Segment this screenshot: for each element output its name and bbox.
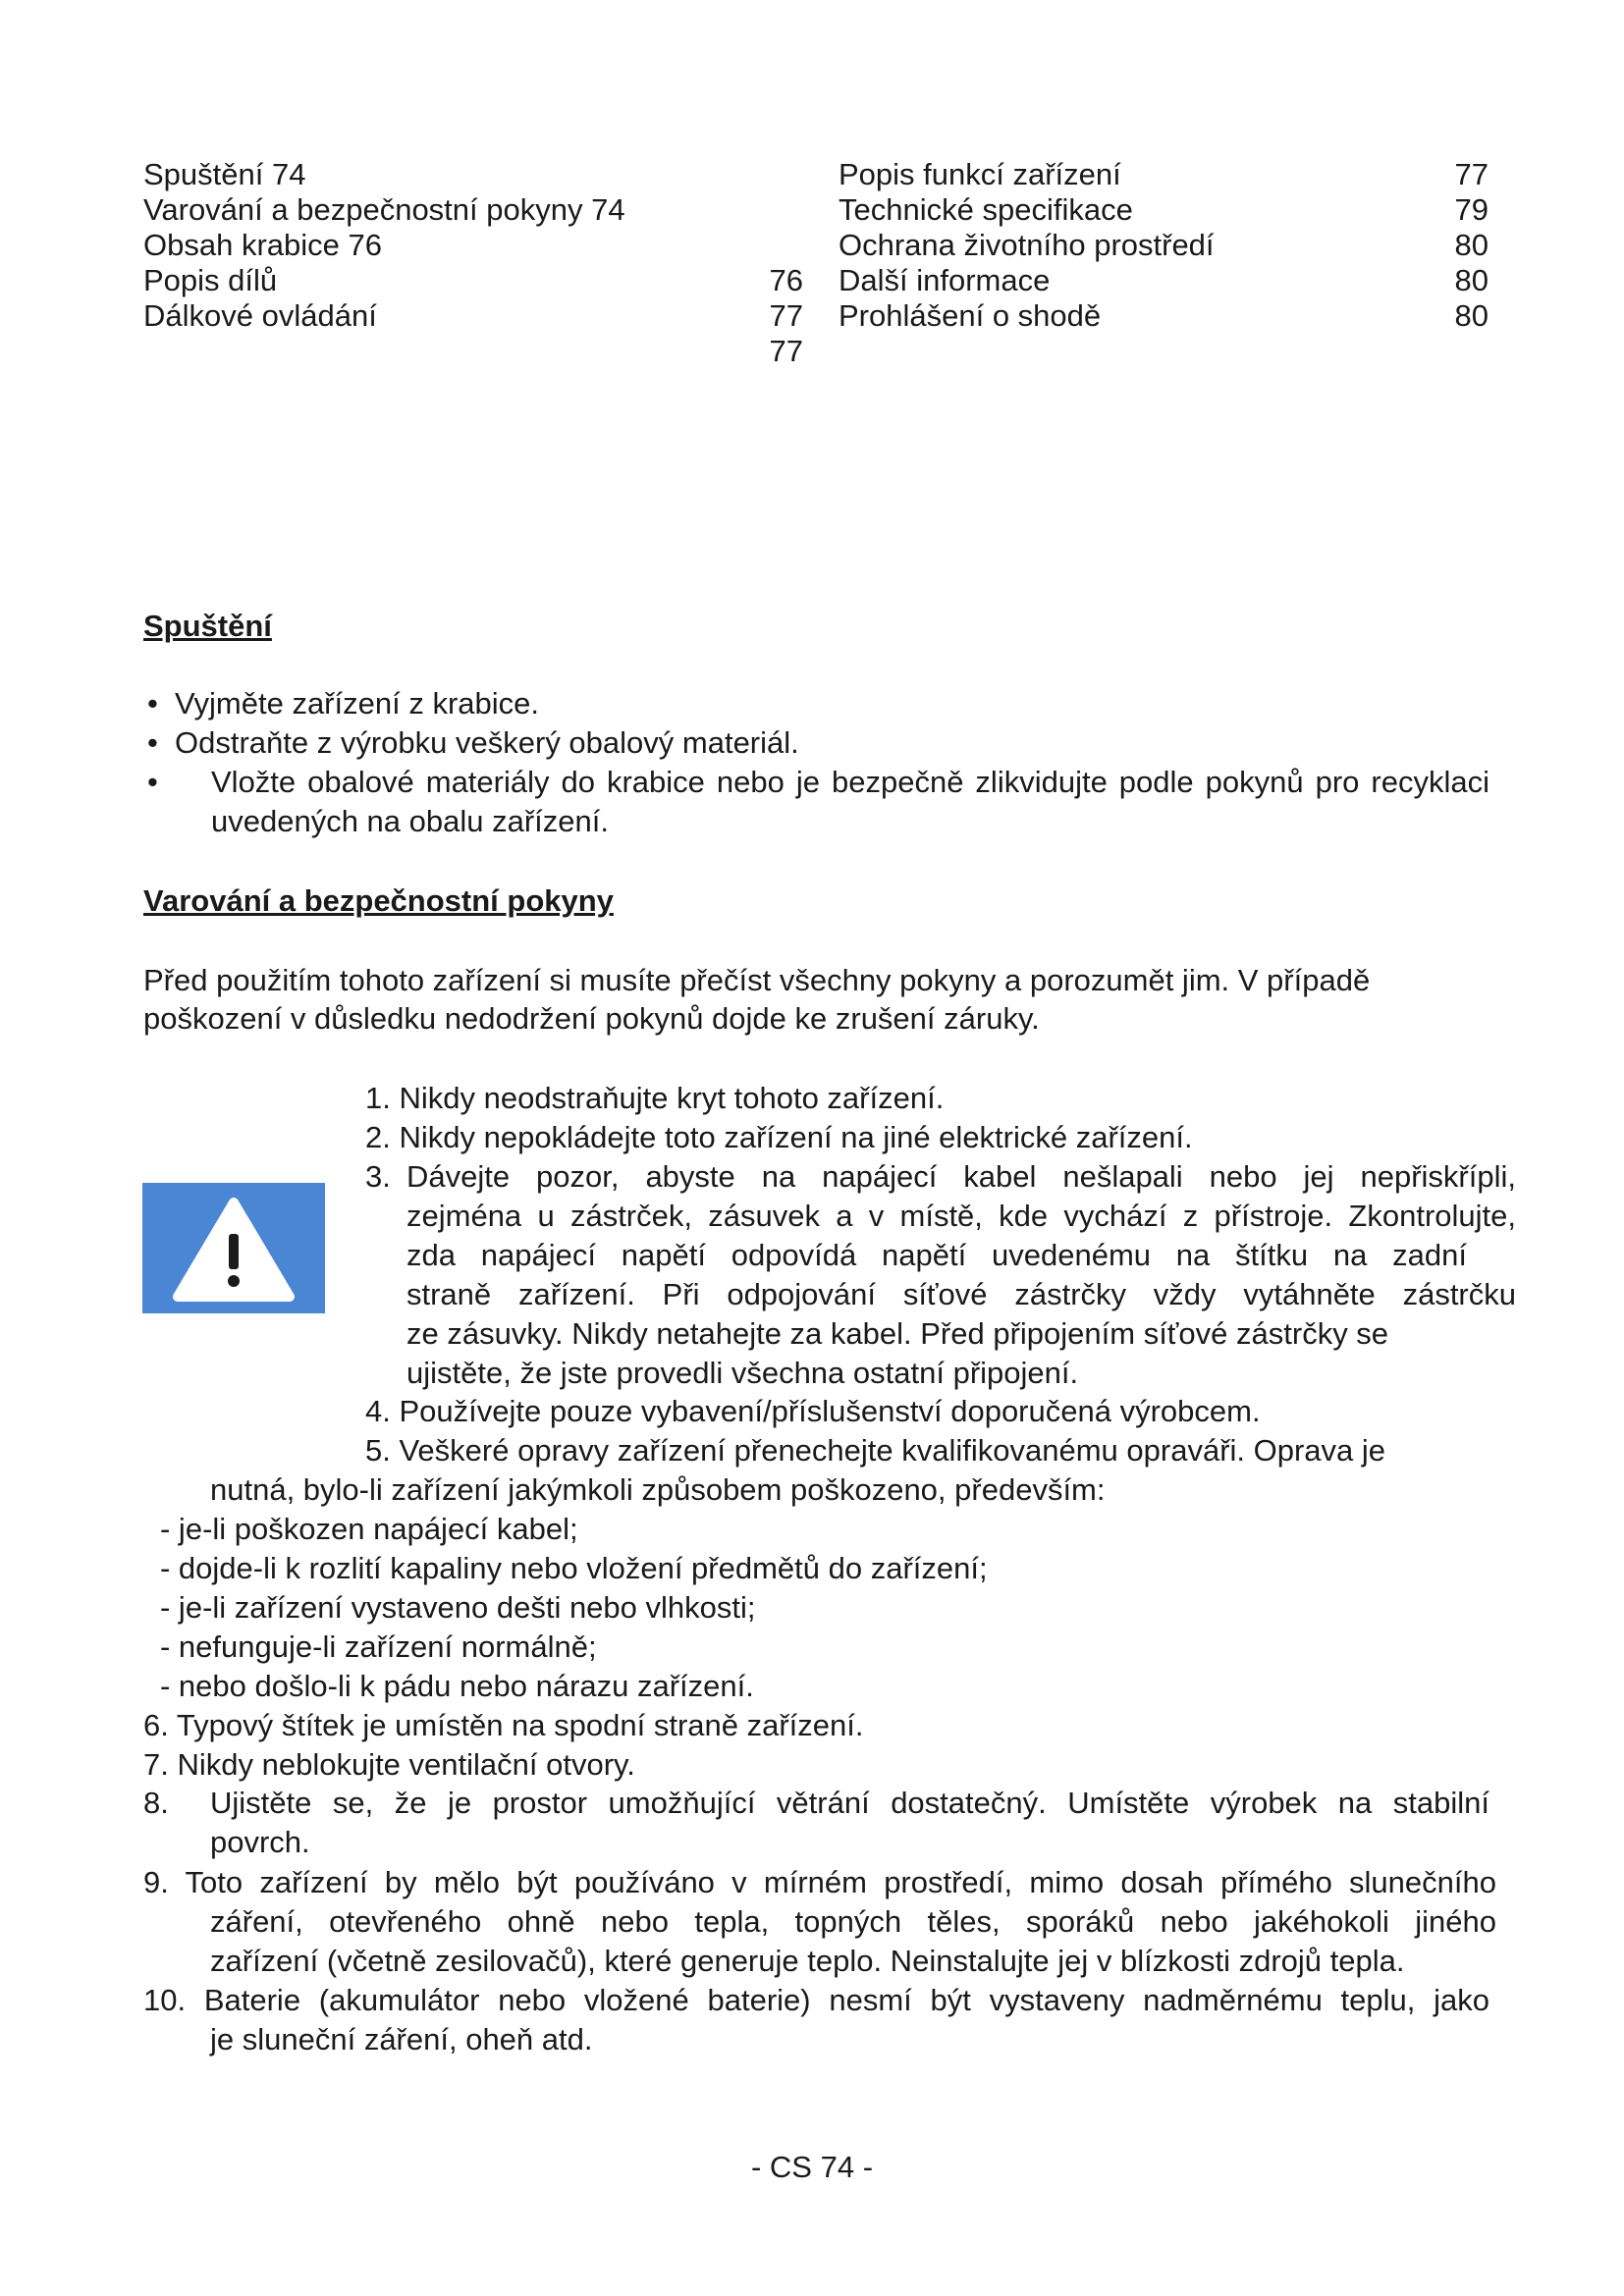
safety-item-line: je sluneční záření, oheň atd. (210, 2022, 593, 2056)
dash-item: - je-li zařízení vystaveno dešti nebo vlhkosti; (160, 1590, 756, 1625)
warning-triangle-icon (142, 1183, 325, 1313)
safety-item: 1. Nikdy neodstraňujte kryt tohoto zařízení. (365, 1081, 945, 1115)
intro-paragraph-line: poškození v důsledku nedodržení pokynů dojde ke zrušení záruky. (143, 1001, 1040, 1036)
safety-item-line: zda napájecí napětí odpovídá napětí uvedenému na štítku na zadní (406, 1238, 1467, 1272)
bullet-item: Odstraňte z výrobku veškerý obalový materiál. (175, 725, 799, 760)
section-heading-warnings: Varování a bezpečnostní pokyny (143, 883, 614, 918)
toc-page-number: 77 (769, 334, 803, 368)
toc-page-number: 80 (1454, 263, 1489, 297)
safety-item-line: Ujistěte se, že je prostor umožňující větrání dostatečný. Umístěte výrobek na stabilní (210, 1786, 1489, 1820)
safety-item-line: zařízení (včetně zesilovačů), které generuje teplo. Neinstalujte jej v blízkosti zdrojů tepla. (210, 1944, 1405, 1978)
safety-item-line: záření, otevřeného ohně nebo tepla, topných těles, sporáků nebo jakéhokoli jiného (210, 1904, 1496, 1939)
toc-entry[interactable]: Technické specifikace (839, 192, 1133, 227)
safety-item: 7. Nikdy neblokujte ventilační otvory. (143, 1747, 635, 1782)
toc-entry[interactable]: Prohlášení o shodě (839, 298, 1102, 333)
safety-item-number: 3. (365, 1159, 391, 1194)
dash-item: - dojde-li k rozlití kapaliny nebo vložení předmětů do zařízení; (160, 1551, 988, 1585)
bullet-marker: • (147, 725, 158, 760)
intro-paragraph-line: Před použitím tohoto zařízení si musíte přečíst všechny pokyny a porozumět jim. V případě (143, 963, 1371, 997)
safety-item-line: ujistěte, že jste provedli všechna ostatní připojení. (406, 1356, 1079, 1390)
toc-entry[interactable]: Další informace (839, 263, 1051, 297)
dash-item: - nebo došlo-li k pádu nebo nárazu zařízení. (160, 1669, 754, 1703)
toc-page-number: 77 (769, 298, 803, 333)
toc-page-number: 80 (1454, 298, 1489, 333)
safety-item: 6. Typový štítek je umístěn na spodní straně zařízení. (143, 1708, 864, 1742)
safety-item-line: Dávejte pozor, abyste na napájecí kabel nešlapali nebo jej nepřiskřípli, (406, 1159, 1516, 1194)
table-of-contents (143, 155, 1498, 371)
section-heading-spusteni: Spuštění (143, 609, 272, 643)
dash-item: - je-li poškozen napájecí kabel; (160, 1512, 578, 1546)
toc-entry[interactable]: Ochrana životního prostředí (839, 228, 1215, 262)
safety-item-line: ze zásuvky. Nikdy netahejte za kabel. Před připojením síťové zástrčky se (406, 1316, 1389, 1351)
page-number: - CS 74 - (750, 2150, 874, 2184)
safety-item-line: straně zařízení. Při odpojování síťové zástrčky vždy vytáhněte zástrčku (406, 1277, 1516, 1311)
safety-item-line: povrch. (210, 1825, 310, 1859)
toc-page-number: 79 (1454, 192, 1489, 227)
toc-entry[interactable]: Popis funkcí zařízení (839, 157, 1121, 191)
toc-page-number: 80 (1454, 228, 1489, 262)
safety-item: 10. Baterie (akumulátor nebo vložené baterie) nesmí být vystaveny nadměrnému teplu, jako (143, 1983, 1489, 2017)
safety-item: 9. Toto zařízení by mělo být používáno v mírném prostředí, mimo dosah přímého slunečního (143, 1865, 1496, 1899)
toc-page-number: 77 (1454, 157, 1489, 191)
toc-entry[interactable]: Varování a bezpečnostní pokyny 74 (143, 192, 625, 227)
safety-item-line: zejména u zástrček, zásuvek a v místě, kde vychází z přístroje. Zkontrolujte, (406, 1199, 1516, 1233)
safety-item: 2. Nikdy nepokládejte toto zařízení na jiné elektrické zařízení. (365, 1120, 1193, 1154)
safety-item: 5. Veškeré opravy zařízení přenechejte kvalifikovanému opraváři. Oprava je (365, 1433, 1386, 1468)
toc-entry[interactable]: Dálkové ovládání (143, 298, 377, 333)
bullet-marker: • (147, 686, 158, 721)
dash-item: - nefunguje-li zařízení normálně; (160, 1629, 597, 1664)
bullet-item: Vyjměte zařízení z krabice. (175, 686, 539, 721)
bullet-item: Vložte obalové materiály do krabice nebo je bezpečně zlikvidujte podle pokynů pro recyklaci uvedených na obalu zařízení. (211, 765, 1489, 838)
toc-entry[interactable]: Popis dílů (143, 263, 278, 297)
safety-item: 4. Používejte pouze vybavení/příslušenství doporučená výrobcem. (365, 1394, 1261, 1428)
toc-entry[interactable]: Obsah krabice 76 (143, 228, 382, 262)
safety-item-line: nutná, bylo-li zařízení jakýmkoli způsobem poškozeno, především: (210, 1472, 1106, 1507)
bullet-marker: • (147, 765, 158, 799)
toc-entry[interactable]: Spuštění 74 (143, 157, 306, 191)
safety-item-number: 8. (143, 1786, 169, 1820)
toc-page-number: 76 (769, 263, 803, 297)
